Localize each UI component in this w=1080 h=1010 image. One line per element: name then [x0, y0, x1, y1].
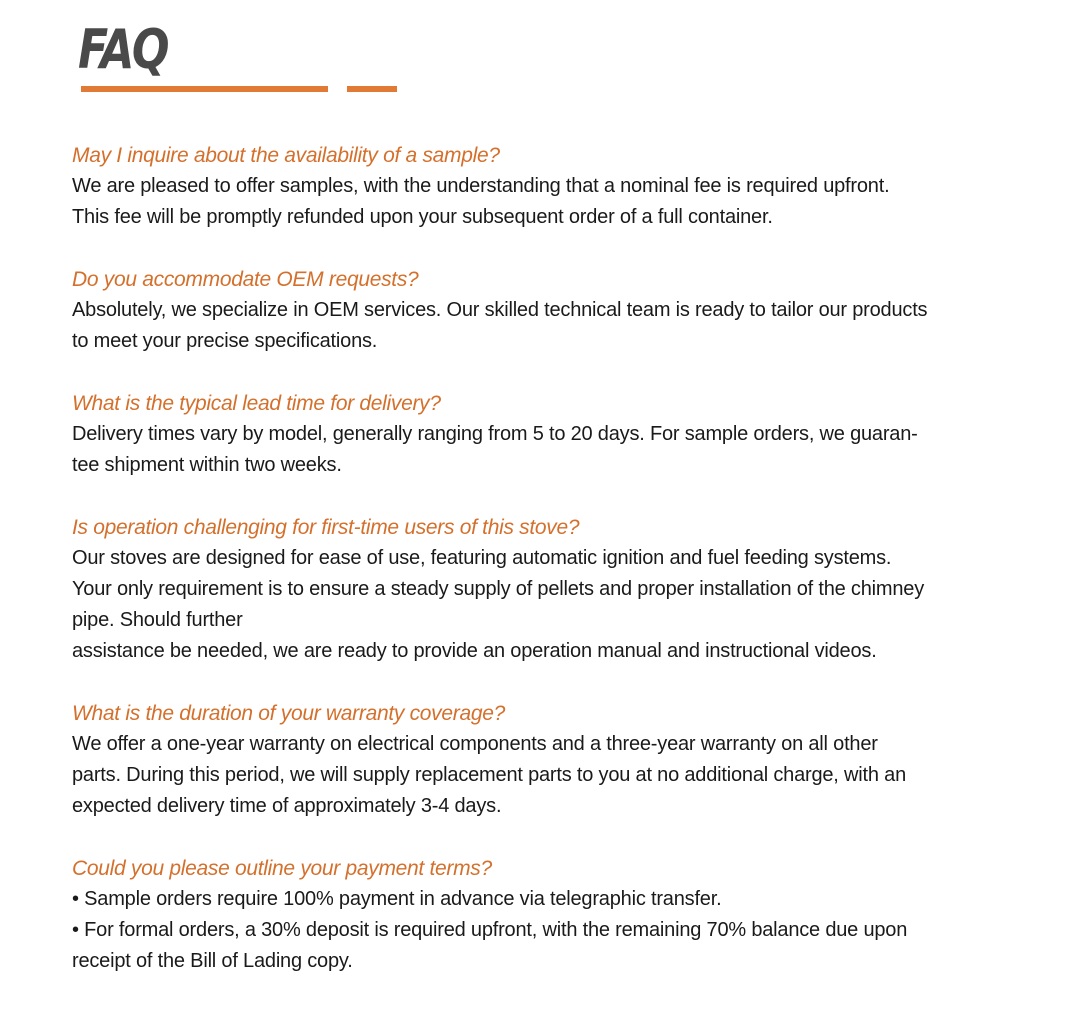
- faq-answer-line: pipe. Should further: [72, 609, 243, 631]
- faq-question: Could you please outline your payment terms?: [72, 857, 492, 880]
- faq-question: Is operation challenging for first-time users of this stove?: [72, 516, 580, 539]
- faq-answer-line: • For formal orders, a 30% deposit is required upfront, with the remaining 70% balance due upon: [72, 919, 908, 941]
- faq-item-lead-time: [72, 388, 1032, 481]
- faq-question: What is the duration of your warranty coverage?: [72, 702, 505, 725]
- faq-answer-line: We are pleased to offer samples, with the understanding that a nominal fee is required upfront.: [72, 175, 890, 197]
- faq-answer-line: This fee will be promptly refunded upon your subsequent order of a full container.: [72, 206, 773, 228]
- faq-answer-line: assistance be needed, we are ready to provide an operation manual and instructional videos.: [72, 640, 877, 662]
- faq-answer-line: Your only requirement is to ensure a steady supply of pellets and proper installation of the chimney: [72, 578, 924, 600]
- faq-question: Do you accommodate OEM requests?: [72, 268, 419, 291]
- page-title: FAQ: [78, 18, 168, 81]
- faq-answer-line: Delivery times vary by model, generally ranging from 5 to 20 days. For sample orders, we guaran-: [72, 423, 918, 445]
- faq-list: [72, 140, 1032, 1008]
- faq-question: What is the typical lead time for delivery?: [72, 392, 441, 415]
- faq-answer-line: • Sample orders require 100% payment in advance via telegraphic transfer.: [72, 888, 722, 910]
- faq-answer-line: expected delivery time of approximately 3-4 days.: [72, 795, 502, 817]
- faq-answer-line: parts. During this period, we will supply replacement parts to you at no additional charge, with an: [72, 764, 906, 786]
- faq-answer-line: tee shipment within two weeks.: [72, 454, 342, 476]
- faq-answer-line: Our stoves are designed for ease of use, featuring automatic ignition and fuel feeding systems.: [72, 547, 892, 569]
- faq-item-operation: [72, 512, 1032, 667]
- faq-item-sample: [72, 140, 1032, 233]
- title-underline-long: [81, 86, 328, 92]
- faq-header: [78, 18, 418, 98]
- faq-answer-line: We offer a one-year warranty on electrical components and a three-year warranty on all other: [72, 733, 878, 755]
- faq-question: May I inquire about the availability of a sample?: [72, 144, 500, 167]
- faq-answer-line: receipt of the Bill of Lading copy.: [72, 950, 353, 972]
- faq-answer-line: Absolutely, we specialize in OEM services. Our skilled technical team is ready to tailor our products: [72, 299, 928, 321]
- title-underline-short: [347, 86, 397, 92]
- faq-answer-line: to meet your precise specifications.: [72, 330, 378, 352]
- faq-item-warranty: [72, 698, 1032, 822]
- faq-item-payment: [72, 853, 1032, 977]
- faq-item-oem: [72, 264, 1032, 357]
